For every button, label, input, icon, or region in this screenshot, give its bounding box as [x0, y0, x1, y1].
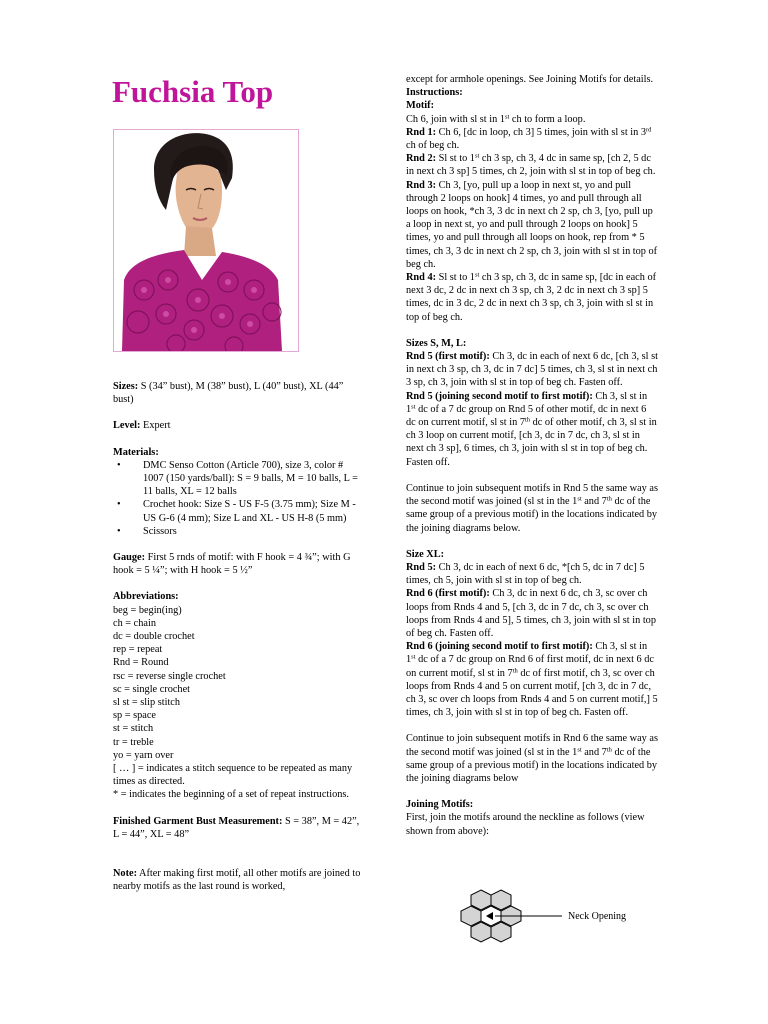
note-label: Note:: [113, 868, 138, 880]
rnd5-first-motif-paragraph: Rnd 5 (first motif): Ch 3, dc in each of next 6 dc, [ch 3, sl st in next ch 3 sp, ch 3, dc in 7 dc] 5 times, ch 3, sl st in next ch 3 sp, ch 3, join with sl st in top of beg ch. Fasten off.: [406, 351, 658, 389]
note-text: After making first motif, all other motifs are joined to nearby motifs as the last round is worked,: [113, 868, 361, 893]
instructions-heading: Instructions:: [406, 87, 463, 99]
gauge-text: First 5 rnds of motif: with F hook = 4 ¾”; with G hook = 5 ¼”; with H hook = 5 ½”: [113, 552, 351, 577]
list-item: sc = single crochet: [113, 683, 191, 695]
list-item: rsc = reverse single crochet: [113, 670, 226, 682]
size-xl-heading: Size XL:: [406, 548, 445, 560]
list-item: * = indicates the beginning of a set of repeat instructions.: [113, 789, 349, 801]
list-item: st = stitch: [113, 723, 154, 735]
sizes-text: S (34” bust), M (38” bust), L (40” bust), XL (44” bust): [113, 381, 344, 406]
right-column: [406, 73, 658, 838]
list-item: rep = repeat: [113, 644, 163, 656]
continuation-paragraph: except for armhole openings. See Joining Motifs for details.: [406, 74, 654, 85]
materials-heading: Materials:: [113, 446, 159, 458]
list-item: sl st = slip stitch: [113, 697, 181, 709]
rnd2-paragraph: Rnd 2: Sl st to 1st ch 3 sp, ch 3, 4 dc in same sp, [ch 2, 5 dc in next ch 3 sp] 5 times, ch 2, join with sl st in top of beg ch.: [406, 152, 656, 178]
list-item: • Crochet hook: Size S - US F-5 (3.75 mm); Size M - US G-6 (4 mm); Size L and XL - US H-8 (5 mm): [113, 498, 363, 524]
list-item: ch = chain: [113, 617, 156, 629]
level-paragraph: [113, 419, 363, 432]
finished-text: S = 38”, M = 42”, L = 44”, XL = 48”: [113, 815, 360, 840]
list-item: Rnd = Round: [113, 657, 169, 669]
continue-rnd5-paragraph: Continue to join subsequent motifs in Rnd 5 the same way as the second motif was joined (sl st in the 1st and 7th dc of the same group of a previous motif) in the locations indicated by the joining diagrams below.: [406, 482, 658, 534]
rnd4-paragraph: Rnd 4: Sl st to 1st ch 3 sp, ch 3, dc in same sp, [dc in each of next 3 dc, 2 dc in next ch 3 sp, ch 3, 2 dc in next ch 3 sp] 5 times, dc in 3 dc, 2 dc in next ch 3 sp, ch 3, join with sl st in top of beg ch.: [406, 271, 657, 323]
neck-opening-diagram: [455, 887, 655, 949]
joining-motifs-heading: Joining Motifs:: [406, 799, 474, 811]
gauge-paragraph: [113, 551, 363, 577]
page-title: Fuchsia Top: [112, 74, 274, 109]
motif-paragraph: Ch 6, join with sl st in 1st ch to form a loop.: [406, 113, 586, 125]
joining-motifs-paragraph: First, join the motifs around the neckline as follows (view shown from above):: [406, 812, 645, 837]
list-item: • DMC Senso Cotton (Article 700), size 3, color # 1007 (150 yards/ball): S = 9 balls, M = 10 balls, L = 11 balls, XL = 12 balls: [113, 459, 363, 499]
note-paragraph: [113, 867, 363, 893]
list-item: tr = treble: [113, 736, 154, 748]
model-photo: [113, 129, 299, 352]
materials-list: [113, 459, 363, 538]
xl-rnd6-first-motif-paragraph: Rnd 6 (first motif): Ch 3, dc in next 6 dc, ch 3, sc over ch loops from Rnds 4 and 5, [ch 3, dc in 7 dc, ch 3, sc over ch loops from Rnds 4 and 5], 5 times, ch 3, join with sl st in top of beg ch. Fasten off.: [406, 588, 656, 639]
list-item: dc = double crochet: [113, 631, 195, 643]
sizes-sml-heading: Sizes S, M, L:: [406, 337, 467, 349]
list-item: sp = space: [113, 710, 156, 722]
rnd5-joining-paragraph: Rnd 5 (joining second motif to first motif): Ch 3, sl st in 1st dc of a 7 dc group on Rnd 5 of other motif, dc in next 6 dc on current motif, sl st in 7th dc of other motif, ch 3, sl st in ch 3 loop on current motif, [ch 3, dc in 7 dc, ch 3, sl st in next ch 3 sp], 6 times, ch 3, join with sl st in top of beg ch. Fasten off.: [406, 390, 657, 468]
gauge-label: Gauge:: [113, 552, 146, 564]
list-item: • Scissors: [113, 525, 363, 538]
abbreviations-list: [113, 604, 363, 802]
abbreviations-heading: Abbreviations:: [113, 591, 179, 603]
model-photo-illustration: [114, 130, 298, 351]
sizes-label: Sizes:: [113, 381, 139, 392]
level-label: Level:: [113, 420, 141, 432]
xl-rnd6-joining-paragraph: Rnd 6 (joining second motif to first motif): Ch 3, sl st in 1st dc of a 7 dc group on Rnd 6 of first motif, dc in next 6 dc on current motif, sl st in 7th dc of first motif, ch 3, sc over ch loops from Rnds 4 and 5 on current motif, [ch 3, dc in 7 dc, ch 3, sc over ch loops from Rnds 4 and 5 on current motif,] 5 times, ch 3, join with sl st in top of beg ch. Fasten off.: [406, 641, 658, 719]
left-column: [113, 380, 363, 894]
motif-heading: Motif:: [406, 100, 435, 112]
finished-label: Finished Garment Bust Measurement:: [113, 815, 283, 827]
rnd3-paragraph: Rnd 3: Ch 3, [yo, pull up a loop in next st, yo and pull through 2 loops on hook] 4 times, yo and pull through all loops on hook, *ch 3, 3 dc in next ch 2 sp, ch 3, [yo, pull up a loop in next st, yo and pull through 2 loops on hook] 5 times, yo and pull through all loops on hook, rep from * 5 times, ch 3, 3 dc in next ch 2 sp, ch 3, join with sl st in top of beg ch.: [406, 179, 658, 270]
xl-rnd5-paragraph: Rnd 5: Ch 3, dc in each of next 6 dc, *[ch 5, dc in 7 dc] 5 times, ch 5, join with sl st in top of beg ch.: [406, 561, 645, 587]
sizes-paragraph: [113, 380, 363, 406]
level-text: Expert: [143, 420, 171, 432]
continue-rnd6-paragraph: Continue to join subsequent motifs in Rnd 6 the same way as the second motif was joined (sl st in the 1st and 7th dc of the same group of a previous motif) in the locations indicated by the joining diagrams below: [406, 733, 658, 784]
list-item: yo = yarn over: [113, 749, 174, 761]
list-item: [ … ] = indicates a stitch sequence to be repeated as many times as directed.: [113, 763, 353, 788]
neck-opening-label: Neck Opening: [568, 911, 627, 922]
rnd1-paragraph: Rnd 1: Ch 6, [dc in loop, ch 3] 5 times, join with sl st in 3rd ch of beg ch.: [406, 126, 652, 152]
finished-measurement-paragraph: [113, 815, 363, 841]
list-item: beg = begin(ing): [113, 604, 182, 616]
